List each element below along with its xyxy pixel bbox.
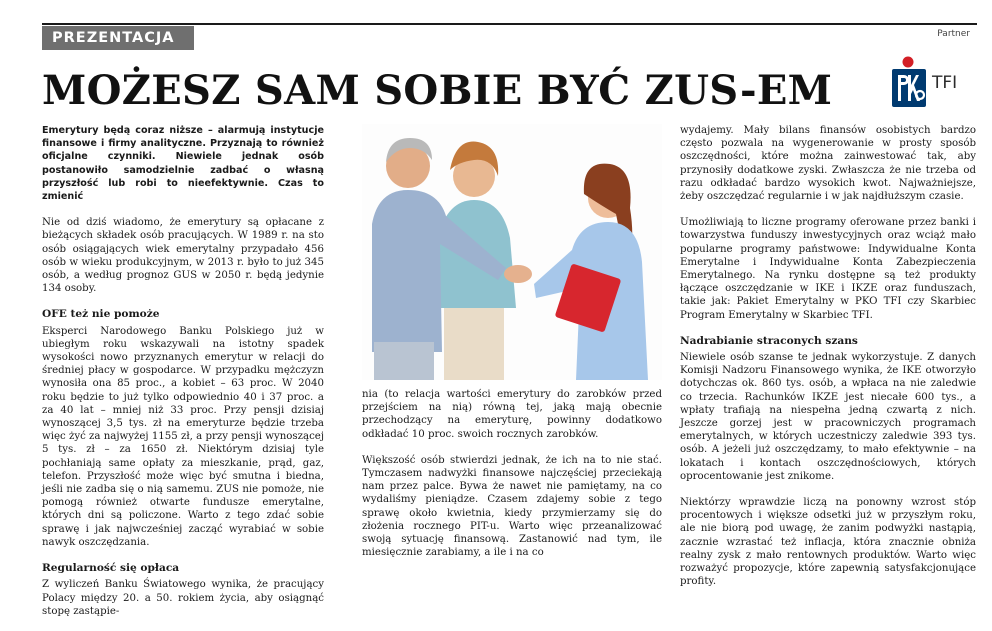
paragraph: Niektórzy wprawdzie liczą na ponowny wzrost stóp procentowych i większe odsetki już w przyszłym roku, ale nie biorą pod uwagę, że zanim podwyżki nastąpią, zacznie wzrastać też inflacja, która znacznie obniża realny zysk z mało rentownych produktów. Warto więc rozważyć propozycje, które zapewnią satysfakcjonujące profity.: [680, 497, 976, 588]
paragraph: wydajemy. Mały bilans finansów osobistych bardzo często pozwala na wygenerowanie w prosty sposób oszczędności, które można zainwestować tak, aby przynosiły dodatkowe zyski. Zwłaszcza że nie trzeba od razu odkładać bardzo wysokich kwot. Najważniejsze, żeby oszczędzać regularnie i w jak najdłuższym czasie.: [680, 125, 976, 203]
top-rule: [42, 23, 977, 25]
subheading-ofe: OFE też nie pomoże: [42, 308, 160, 321]
paragraph: nia (to relacja wartości emerytury do zarobków przed przejściem na nią) równą tej, jaką mają obecnie przechodzący na emeryturę, powinny dodatkowo odkładać 10 proc. swoich rocznych zarobków.: [362, 389, 662, 440]
paragraph: Umożliwiają to liczne programy oferowane przez banki i towarzystwa funduszy inwestycyjnych oraz wciąż mało popularne programy państwowe: Indywidualne Konta Emerytalne i Indywidualne Konta Zabezpieczenia Emerytalnego. Na rynku dostępne są też produkty łączące oszczędzanie w IKE i IKZE oraz funduszach, takie jak: Pakiet Emerytalny w PKO TFI czy Skarbiec Program Emerytalny w Skarbiec TFI.: [680, 217, 976, 321]
lead-paragraph: Emerytury będą coraz niższe – alarmują instytucje finansowe i firmy analityczne. Przyznają to również oficjalne czynniki. Niewiele jednak osób postanowiło samodzielnie zadbać o własną przyszłość lub robi to nieefektywnie. Czas to zmienić: [42, 125, 324, 203]
partner-label: Partner: [937, 29, 970, 39]
handshake-illustration: [362, 124, 662, 380]
tfi-label: TFI: [932, 73, 958, 93]
subheading-regularnosc: Regularność się opłaca: [42, 562, 180, 575]
paragraph: Eksperci Narodowego Banku Polskiego już w ubiegłym roku wskazywali na istotny spadek wysokości nowo przyznanych emerytur w relacji do średniej płacy w gospodarce. W przypadku mężczyzn wynosiła ona 85 proc., a kobiet – 63 proc. W 2040 roku będzie to już tylko odpowiednio 40 i 37 proc. a za 40 lat – mniej niż 33 proc. Przy pensji dzisiaj wynoszącej 3,5 tys. zł na emeryturze będzie trzeba więc żyć za najwyżej 1155 zł, a przy pensji wynoszącej 5 tys. zł – za 1650 zł. Niektórym dzisiaj tyle pochłaniają same opłaty za mieszkanie, prąd, gaz, telefon. Przyszłość może więc być smutna i biedna, jeśli nie zadba się o nią samemu. ZUS nie pomoże, nie pomogą również otwarte fundusze emerytalne, których dni są policzone. Warto z tego zdać sobie sprawę i jak najwcześniej zacząć wyrabiać w sobie nawyk oszczędzania.: [42, 325, 324, 548]
paragraph: Niewiele osób szanse te jednak wykorzystuje. Z danych Komisji Nadzoru Finansowego wynika, że IKE otworzyło dotychczas ok. 860 tys. osób, a wpłaca na nie zaledwie co trzecia. Rachunków IKZE jest niecałe 600 tys., a wpłaty trafiają na niespełna jedną czwartą z nich. Jeszcze gorzej jest w pracowniczych programach emerytalnych, w których uczestniczy zaledwie 393 tys. osób. A jeżeli już oszczędzamy, to mało efektywnie – na lokatach i kontach oszczędnościowych, których oprocentowanie jest znikome.: [680, 352, 976, 482]
paragraph: Nie od dziś wiadomo, że emerytury są opłacane z bieżących składek osób pracujących. W 1989 r. na sto osób osiągających wiek emerytalny przypadało 456 osób w wieku produkcyjnym, w 2013 r. było to już 345 osób, a według prognoz GUS w 2050 r. będą jedynie 134 osoby.: [42, 217, 324, 295]
subheading-nadrabianie: Nadrabianie straconych szans: [680, 334, 858, 347]
column-2: [362, 388, 662, 572]
section-tag: PREZENTACJA: [42, 26, 194, 50]
column-3: [680, 124, 976, 602]
handshake-photo: [362, 124, 662, 380]
headline: MOŻESZ SAM SOBIE BYĆ ZUS-EM: [42, 67, 833, 114]
paragraph: Większość osób stwierdzi jednak, że ich na to nie stać. Tymczasem nadwyżki finansowe najczęściej przeciekają nam przez palce. Bywa że nawet nie pamiętamy, na co wydaliśmy pieniądze. Czasem zdajemy sobie z tego sprawę około kwietnia, kiedy przymierzamy się do złożenia rocznego PIT-u. Warto więc przeanalizować swoją sytuację finansową. Zastanowić nad tym, ile miesięcznie zarabiamy, a ile i na co: [362, 454, 662, 559]
column-1: [42, 124, 324, 631]
paragraph: Z wyliczeń Banku Światowego wynika, że pracujący Polacy między 20. a 50. rokiem życia, aby osiągnąć stopę zastąpie-: [42, 579, 324, 617]
